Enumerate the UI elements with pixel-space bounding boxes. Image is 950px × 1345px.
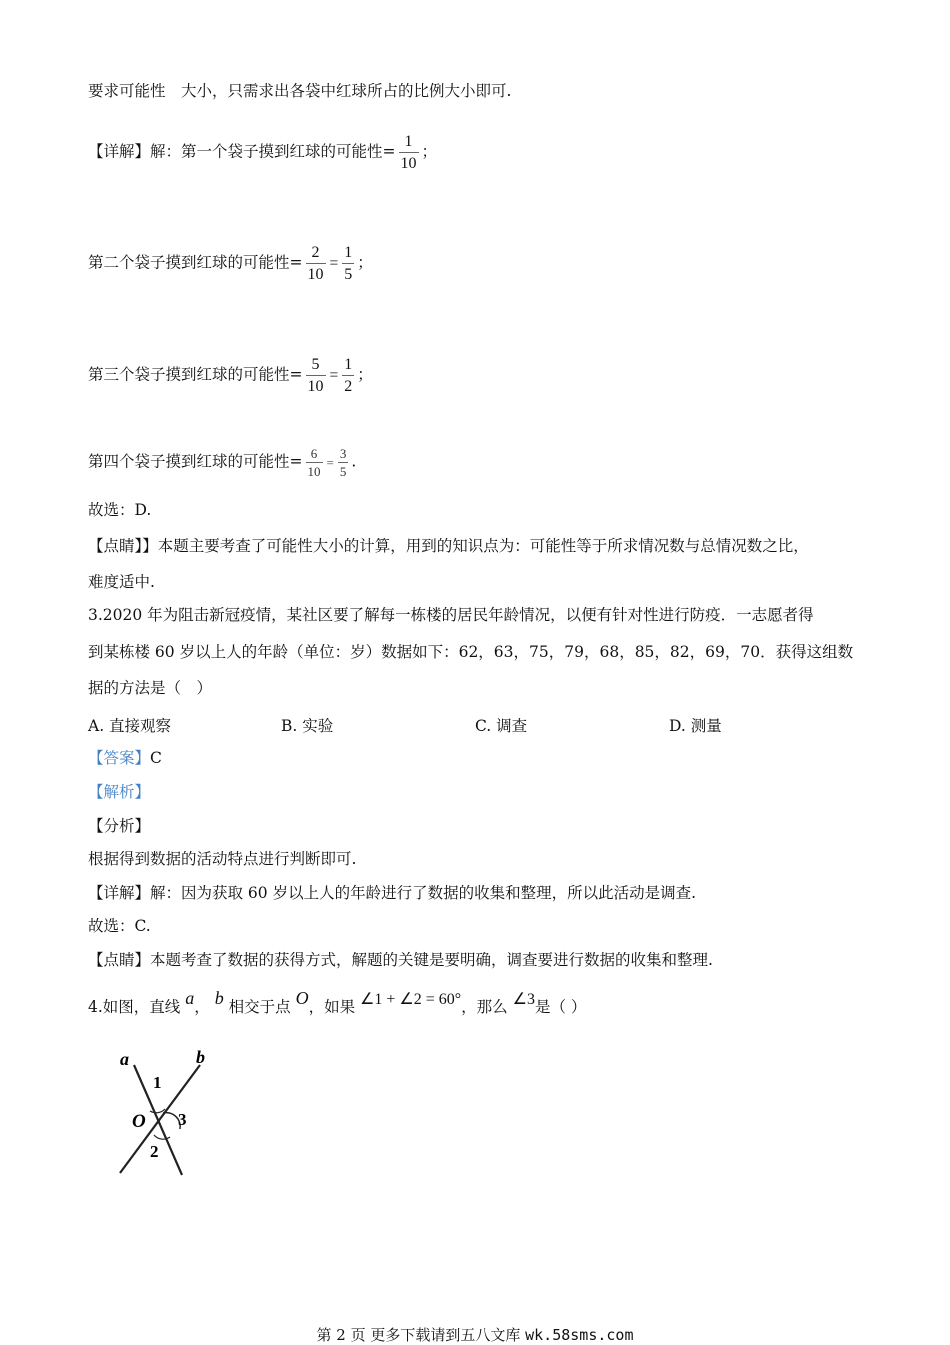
question-3-line: 3.2020 年为阻击新冠疫情，某社区要了解每一栋楼的居民年龄情况，以便有针对性进行防疫．一志愿者得: [88, 606, 814, 624]
question-3-line: 据的方法是（ ）: [88, 679, 213, 697]
equals-sign: =: [326, 454, 334, 470]
numerator: 2: [311, 244, 320, 261]
suffix: ；: [357, 253, 373, 272]
text-line: 【详解】解：因为获取 60 岁以上人的年龄进行了数据的收集和整理，所以此活动是调查.: [88, 884, 697, 902]
angle-3: ∠3: [512, 991, 535, 1008]
answer-value: C: [150, 749, 162, 767]
equals-sign: =: [329, 366, 339, 384]
option-d: D. 测量: [669, 717, 722, 735]
fraction: [342, 243, 354, 284]
option-b: B. 实验: [281, 717, 334, 735]
denominator: 2: [344, 378, 353, 395]
text-line: 【点睛】本题考查了数据的获得方式，解题的关键是要明确，调查要进行数据的收集和整理.: [88, 951, 713, 969]
q4-text: ，那么: [461, 998, 508, 1016]
question-3-line: 到某栋楼 60 岁以上人的年龄（单位：岁）数据如下：62，63，75，79，68，85，82，69，70．获得这组数: [88, 643, 854, 661]
fraction: [306, 355, 326, 396]
numerator: 1: [344, 244, 353, 261]
label-a: a: [120, 1049, 129, 1069]
text-line: 难度适中.: [88, 573, 155, 591]
fraction: [338, 446, 349, 479]
label-3: 3: [178, 1110, 187, 1129]
label-o: O: [132, 1111, 146, 1132]
angle-equation: ∠1 + ∠2 = 60°: [360, 991, 462, 1008]
intersecting-lines-figure: [110, 1045, 220, 1180]
numerator: 6: [310, 446, 318, 461]
denominator: 10: [307, 378, 324, 395]
option-c: C. 调查: [475, 717, 528, 735]
q4-text: 相交于点: [228, 998, 291, 1016]
denominator: 10: [307, 266, 324, 283]
prefix: 第四个袋子摸到红球的可能性=: [88, 452, 303, 471]
denominator: 10: [307, 464, 321, 479]
equals-sign: =: [329, 254, 339, 272]
analysis-tag: 【解析】: [88, 783, 151, 801]
q4-text: ，: [194, 998, 210, 1016]
text-line: 【分析】: [88, 817, 151, 835]
suffix: ；: [421, 142, 438, 161]
label-b: b: [196, 1047, 205, 1067]
var-a: a: [185, 988, 195, 1008]
text-line: 要求可能性 大小，只需求出各袋中红球所占的比例大小即可.: [88, 82, 512, 100]
prefix: 第三个袋子摸到红球的可能性=: [88, 365, 303, 384]
suffix: .: [351, 452, 357, 471]
text-line: [88, 355, 373, 396]
fraction: [306, 446, 323, 479]
q4-text: 4.如图，直线: [88, 998, 181, 1016]
suffix: ；: [357, 365, 373, 384]
var-b: b: [214, 988, 224, 1008]
prefix: 【详解】解：第一个袋子摸到红球的可能性=: [88, 142, 396, 161]
text-line: [88, 243, 373, 284]
numerator: 1: [404, 133, 413, 150]
var-o: O: [295, 988, 309, 1008]
option-a: A. 直接观察: [88, 717, 172, 735]
numerator: 1: [344, 356, 353, 373]
label-2: 2: [150, 1142, 159, 1161]
text-line: 根据得到数据的活动特点进行判断即可.: [88, 850, 357, 868]
q4-text: ，如果: [308, 998, 356, 1016]
text-line: 【点睛】】本题主要考查了可能性大小的计算，用到的知识点为：可能性等于所求情况数与总情况数之比，: [88, 537, 809, 555]
text-line: [88, 132, 437, 173]
label-1: 1: [153, 1073, 162, 1092]
footer-site[interactable]: wk.58sms.com: [525, 1326, 634, 1344]
denominator: 10: [400, 155, 417, 172]
footer-text: 第 2 页 更多下载请到五八文库: [316, 1326, 521, 1344]
text-line: 故选：D.: [88, 501, 152, 519]
question-4-line: [88, 988, 587, 1021]
fraction: [399, 132, 419, 173]
text-line: [88, 446, 356, 479]
page-footer: [0, 1324, 950, 1345]
denominator: 5: [344, 266, 353, 283]
q4-text: 是（ ）: [534, 998, 587, 1016]
angle-2-arc: [154, 1135, 170, 1139]
text-line: 故选：C.: [88, 917, 151, 935]
answer-line: [88, 748, 162, 768]
numerator: 3: [339, 446, 347, 461]
fraction: [342, 355, 354, 396]
numerator: 5: [311, 356, 320, 373]
fraction: [306, 243, 326, 284]
prefix: 第二个袋子摸到红球的可能性=: [88, 253, 303, 272]
answer-tag: 【答案】: [88, 749, 151, 767]
denominator: 5: [339, 464, 347, 479]
